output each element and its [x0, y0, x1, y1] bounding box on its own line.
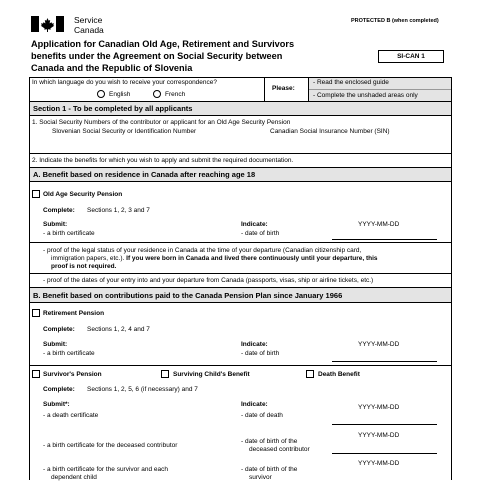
english-label: English — [109, 91, 131, 98]
retirement-label: Retirement Pension — [43, 310, 105, 317]
sectionB-indicate2-label: Indicate: — [241, 401, 268, 408]
gov-wordmark-line1: Service — [74, 15, 103, 25]
gov-wordmark-line2: Canada — [74, 25, 104, 35]
q2-label: 2. Indicate the benefits for which you wish to apply and submit the required documentation. — [32, 157, 294, 164]
birth-cert-deceased-item: - a birth certificate for the deceased contributor — [43, 442, 178, 449]
sectionB-indicate-label: Indicate: — [241, 341, 268, 348]
sectionB-date-format: YYYY-MM-DD — [358, 341, 400, 348]
proof-legal-status-line2: immigration papers, etc.). If you were born in Canada and lived there continuously until your departure, this — [51, 255, 378, 262]
sectionA-dob-label: - date of birth — [241, 230, 280, 237]
please-label: Please: — [272, 85, 295, 92]
dob-deceased-label-line2: deceased contributor — [249, 446, 310, 453]
sectionA-complete-label: Complete: — [43, 207, 75, 214]
q1-label: 1. Social Security Numbers of the contributor or applicant for an Old Age Security Pension — [32, 119, 291, 126]
date-of-death-label: - date of death — [241, 412, 283, 419]
child-benefit-label: Surviving Child's Benefit — [173, 371, 250, 378]
sectionB-birth-certificate: - a birth certificate — [43, 350, 95, 357]
form-code-box — [378, 50, 444, 63]
death-benefit-label: Death Benefit — [318, 371, 360, 378]
sectionA-complete-text: Sections 1, 2, 3 and 7 — [87, 207, 150, 214]
note-read-guide: - Read the enclosed guide — [313, 79, 389, 86]
sectionA-indicate-label: Indicate: — [241, 221, 268, 228]
form-title-line3: Canada and the Republic of Slovenia — [31, 63, 193, 73]
protected-label: PROTECTED B (when completed) — [351, 18, 439, 24]
dob-deceased-label-line1: - date of birth of the — [241, 438, 298, 445]
sectionB-complete-text: Sections 1, 2, 4 and 7 — [87, 326, 150, 333]
sectionB-complete2-text: Sections 1, 2, 5, 6 (if necessary) and 7 — [87, 386, 198, 393]
form-title-line2: benefits under the Agreement on Social Security between — [31, 51, 283, 61]
proof-legal-status-line1: - proof of the legal status of your residence in Canada at the time of your departure (Canadian citizenship card, — [43, 247, 362, 254]
dob-survivor-label-line1: - date of birth of the — [241, 466, 298, 473]
death-benefit-checkbox[interactable] — [306, 370, 314, 378]
canada-flag-icon — [31, 16, 64, 32]
death-certificate-item: - a death certificate — [43, 412, 99, 419]
sectionA-birth-certificate: - a birth certificate — [43, 230, 95, 237]
birth-cert-survivor-line1: - a birth certificate for the survivor and each — [43, 466, 169, 473]
radio-french[interactable] — [153, 90, 161, 98]
sectionB-complete2-label: Complete: — [43, 386, 75, 393]
child-benefit-checkbox[interactable] — [161, 370, 169, 378]
slovenian-number-field[interactable] — [52, 137, 242, 151]
dob-survivor-format: YYYY-MM-DD — [358, 460, 400, 467]
proof-legal-status-line3: proof is not required. — [51, 263, 117, 270]
french-label: French — [165, 91, 186, 98]
sectionB-submit-label: Submit: — [43, 341, 68, 348]
dob-survivor-label-line2: survivor — [249, 474, 272, 481]
note-unshaded: - Complete the unshaded areas only — [313, 92, 418, 99]
proof-entry-departure: - proof of the dates of your entry into and your departure from Canada (passports, visas, ship or airline tickets, etc.) — [43, 277, 374, 284]
sectionB-dob-field[interactable] — [332, 361, 437, 362]
sin-field[interactable] — [270, 137, 440, 151]
oas-label: Old Age Security Pension — [43, 191, 123, 198]
retirement-checkbox[interactable] — [32, 309, 40, 317]
dob-deceased-field[interactable] — [332, 453, 437, 454]
form-title-line1: Application for Canadian Old Age, Retirement and Survivors — [31, 39, 295, 49]
sectionB-dob-label: - date of birth — [241, 350, 280, 357]
survivor-label: Survivor's Pension — [43, 371, 102, 378]
survivor-checkbox[interactable] — [32, 370, 40, 378]
date-of-death-format: YYYY-MM-DD — [358, 404, 400, 411]
section1-heading: Section 1 - To be completed by all applicants — [33, 104, 193, 113]
language-question: In which language do you wish to receive your correspondence? — [32, 79, 218, 86]
form-code: SI-CAN 1 — [397, 53, 425, 60]
sectionB-submit2-label: Submit*: — [43, 401, 70, 408]
sectionA-submit-label: Submit: — [43, 221, 68, 228]
sectionB-heading: B. Benefit based on contributions paid to the Canada Pension Plan since January 1966 — [33, 291, 343, 300]
q1-sin-label: Canadian Social Insurance Number (SIN) — [270, 128, 390, 135]
sectionA-dob-field[interactable] — [332, 239, 437, 240]
q1-slovenian-number-label: Slovenian Social Security or Identification Number — [52, 128, 197, 135]
birth-cert-survivor-line2: dependent child — [51, 474, 97, 481]
date-of-death-field[interactable] — [332, 424, 437, 425]
sectionB-complete-label: Complete: — [43, 326, 75, 333]
sectionA-heading: A. Benefit based on residence in Canada after reaching age 18 — [33, 170, 256, 179]
oas-checkbox[interactable] — [32, 190, 40, 198]
radio-english[interactable] — [97, 90, 105, 98]
dob-deceased-format: YYYY-MM-DD — [358, 432, 400, 439]
sectionA-date-format: YYYY-MM-DD — [358, 221, 400, 228]
